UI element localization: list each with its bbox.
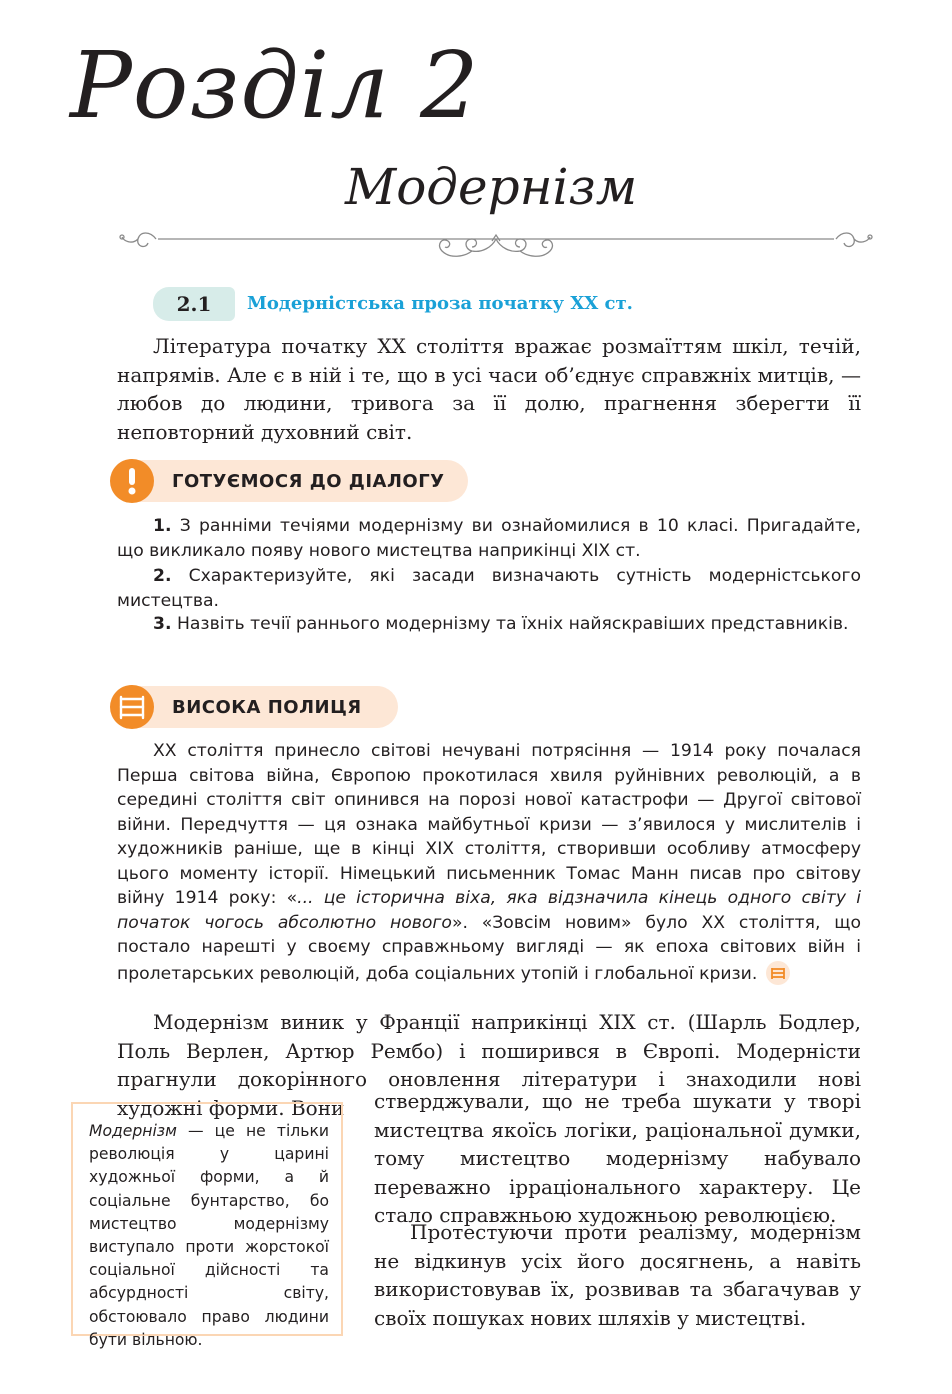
- definition-text: — це не тільки революція у царині художньої форми, а й соціальне бунтарство, бо мистецтво модернізму виступало проти жорстокої соціальної дійсності та абсурдності світу, обстоювало право людини бути вільною.: [89, 1122, 329, 1349]
- definition-box: [71, 1102, 343, 1349]
- shelf-paragraph: XX століття принесло світові нечувані потрясіння — 1914 року почалася Перша світова війна, Європою прокотилася хвиля руйнівних революцій, а в середині століття світ опинився на порозі нової катастрофи — Другої світової війни. Передчуття — ця ознака майбутньої кризи — з’явилося у мислителів і художників раніше, ще в кінці XIX століття, створивши особливу атмосферу цього моменту історії. Німецький письменник Томас Манн писав про світову війну 1914 року: «... це історична віха, яка відзначила кінець одного світу і початок чогось абсолютно нового». «Зовсім новим» було XX століття, що постало нарешті у своєму справжньому вигляді — як епоха світових війн і пролетарських революцій, доба соціальних утопій і глобальної кризи.: [117, 741, 862, 984]
- body-paragraph-2: Протестуючи проти реалізму, модернізм не відкинув усіх його досягнень, а навіть використовував їх, розвивав та збагачував у своїх пошуках нових шляхів у мистецтві.: [374, 1220, 861, 1330]
- body-paragraph-1-continued: стверджували, що не треба шукати у творі мистецтва якоїсь логіки, раціональної думки, тому мистецтво модернізму набувало переважно ірраціонального характеру. Це стало справжньою художньою революцією.: [374, 1089, 861, 1227]
- dialog-question-2: 2. Схарактеризуйте, які засади визначають сутність модерністського мистецтва.: [117, 566, 861, 611]
- bookshelf-icon: [110, 685, 154, 729]
- section-number-badge: 2.1: [153, 287, 235, 321]
- bookshelf-end-icon: [765, 960, 791, 986]
- dialog-heading: ГОТУЄМОСЯ ДО ДІАЛОГУ: [172, 471, 445, 492]
- intro-paragraph: Література початку XX століття вражає розмаїттям шкіл, течій, напрямів. Але є в ній і те, що в усі часи об’єднує справжніх митців, — любов до людини, тривога за її долю, прагнення зберегти її неповторний духовний світ.: [117, 334, 861, 444]
- dialog-question-3: 3. Назвіть течії раннього модернізму та їхніх найяскравіших представників.: [153, 614, 849, 634]
- chapter-heading: Розділ 2: [70, 32, 480, 139]
- body-paragraph-1: Модернізм виник у Франції наприкінці XIX ст. (Шарль Бодлер, Поль Верлен, Артюр Рембо) і поширився в Європі. Модерністи прагнули докорінного оновлення літератури і знаходили нові художні форми. Вони: [117, 1010, 861, 1120]
- dialog-question-1: 1. З ранніми течіями модернізму ви ознайомилися в 10 класі. Пригадайте, що викликало появу нового мистецтва наприкінці XIX ст.: [117, 516, 862, 561]
- shelf-heading: ВИСОКА ПОЛИЦЯ: [172, 697, 362, 718]
- exclamation-icon: [110, 459, 154, 503]
- ornament-divider: [116, 225, 876, 275]
- definition-term: Модернізм: [89, 1122, 177, 1140]
- chapter-title: Модернізм: [345, 158, 638, 216]
- section-title: Модерністська проза початку XX ст.: [247, 293, 633, 314]
